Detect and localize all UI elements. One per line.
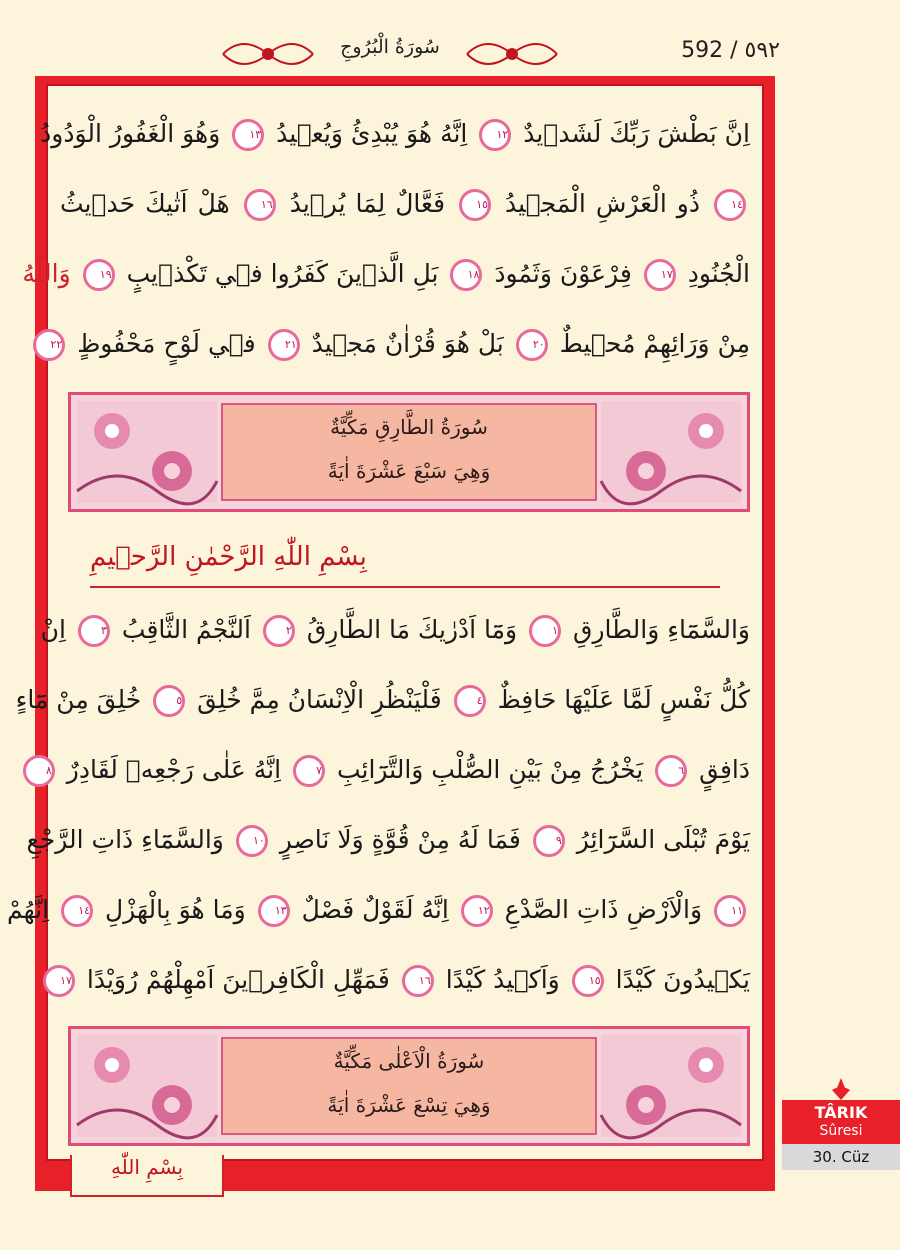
floral-ornament-icon <box>77 1035 217 1137</box>
verse-marker: ٨ <box>23 755 55 787</box>
right-ornament-icon <box>462 34 562 74</box>
verse-marker: ٦ <box>655 755 687 787</box>
verse-line-4 <box>50 318 750 370</box>
floral-ornament-icon <box>601 401 741 503</box>
verse-marker: ٥ <box>153 685 185 717</box>
verse-text: هَلْ اَتٰيكَ حَد۪يثُ <box>60 189 230 218</box>
verse-text: يَك۪يدُونَ كَيْدًا <box>615 965 750 994</box>
sura-side-tab <box>782 1100 900 1170</box>
verse-marker: ١٤ <box>714 189 746 221</box>
basmala: بِسْمِ اللّٰهِ الرَّحْمٰنِ الرَّح۪يمِ <box>90 532 720 588</box>
verse-marker: ١٩ <box>83 259 115 291</box>
verse-text: وَاَك۪يدُ كَيْدًا <box>445 965 560 994</box>
sura-title-panel <box>221 1037 597 1135</box>
verse-marker: ١٨ <box>450 259 482 291</box>
verse-marker: ١٦ <box>244 189 276 221</box>
verse-line-7 <box>45 744 750 796</box>
verse-marker: ٧ <box>293 755 325 787</box>
left-ornament-icon <box>218 34 318 74</box>
verse-text: وَمَا هُوَ بِالْهَزْلِ <box>105 895 246 924</box>
verse-line-8 <box>26 814 750 866</box>
verse-marker: ٤ <box>454 685 486 717</box>
verse-text: وَالْاَرْضِ ذَاتِ الصَّدْعِ <box>504 895 703 924</box>
verse-text: مِنْ وَرَائِهِمْ مُح۪يطٌ <box>559 329 750 358</box>
verse-marker: ١٤ <box>61 895 93 927</box>
sura-verse-count: وَهِيَ سَبْعَ عَشْرَةَ اٰيَةً <box>327 459 491 483</box>
verse-line-10 <box>60 954 750 1006</box>
sura-title: سُورَةُ الْاَعْلٰى مَكِّيَّةٌ <box>333 1049 485 1073</box>
verse-marker: ١٣ <box>258 895 290 927</box>
verse-line-2 <box>60 178 750 230</box>
tab-sura-name: TÂRIK <box>814 1103 868 1122</box>
verse-text: اِنَّهُ لَقَوْلٌ فَصْلٌ <box>301 895 449 924</box>
verse-text: وَهُوَ الْغَفُورُ الْوَدُودُ <box>40 119 221 148</box>
tab-sura-label <box>782 1100 900 1144</box>
sura-title-box-ala <box>68 1026 750 1146</box>
verse-text: وَالسَّمَٓاءِ وَالطَّارِقِ <box>573 615 750 644</box>
verse-marker: ١١ <box>714 895 746 927</box>
verse-text: فَعَّالٌ لِمَا يُر۪يدُ <box>289 189 446 218</box>
verse-text: ف۪ي لَوْحٍ مَحْفُوظٍ <box>77 329 256 358</box>
sura-title-panel <box>221 403 597 501</box>
sura-name-header: سُورَةُ الْبُرُوجِ <box>340 36 440 58</box>
verse-marker: ١٢ <box>479 119 511 151</box>
verse-marker: ٢٠ <box>516 329 548 361</box>
sura-verse-count: وَهِيَ تِسْعَ عَشْرَةَ اٰيَةً <box>327 1093 491 1117</box>
sura-title-box-tariq <box>68 392 750 512</box>
verse-text: كُلُّ نَفْسٍ لَمَّا عَلَيْهَا حَافِظٌ <box>497 685 750 714</box>
verse-text: يَخْرُجُ مِنْ بَيْنِ الصُّلْبِ وَالتَّرَٓائِبِ <box>336 755 644 784</box>
fleur-icon <box>830 1078 852 1102</box>
verse-marker: ١٧ <box>43 965 75 997</box>
verse-marker: ٩ <box>533 825 565 857</box>
verse-line-1 <box>40 108 750 160</box>
verse-text: دَافِقٍ <box>699 755 750 784</box>
verse-marker: ٢١ <box>268 329 300 361</box>
verse-text: وَمَٓا اَدْرٰيكَ مَا الطَّارِقُ <box>306 615 518 644</box>
verse-text: اِنَّهُ هُوَ يُبْدِئُ وَيُع۪يدُ <box>276 119 468 148</box>
verse-text: ذُو الْعَرْشِ الْمَج۪يدُ <box>505 189 700 218</box>
verse-text: فَمَا لَهُ مِنْ قُوَّةٍ وَلَا نَاصِرٍ <box>279 825 521 854</box>
verse-text: بَلِ الَّذ۪ينَ كَفَرُوا ف۪ي تَكْذ۪يبٍ <box>126 259 439 288</box>
verse-line-5 <box>40 604 750 656</box>
sura-title: سُورَةُ الطَّارِقِ مَكِّيَّةٌ <box>330 415 488 439</box>
verse-marker: ١٥ <box>572 965 604 997</box>
verse-marker: ٢ <box>263 615 295 647</box>
verse-text: اَلنَّجْمُ الثَّاقِبُ <box>121 615 251 644</box>
verse-line-9 <box>7 884 750 936</box>
verse-line-3 <box>22 248 750 300</box>
verse-text: فِرْعَوْنَ وَثَمُودَ <box>494 259 632 288</box>
verse-text: فَمَهِّلِ الْكَافِر۪ينَ اَمْهِلْهُمْ رُوَيْدًا <box>86 965 390 994</box>
verse-text: فَلْيَنْظُرِ الْاِنْسَانُ مِمَّ خُلِقَ <box>197 685 442 714</box>
verse-text: يَوْمَ تُبْلَى السَّرَٓائِرُ <box>576 825 750 854</box>
basmala-next-sura: بِسْمِ اللّٰهِ <box>70 1155 224 1197</box>
verse-marker: ١٧ <box>644 259 676 291</box>
verse-marker: ١٢ <box>461 895 493 927</box>
verse-marker: ١٠ <box>236 825 268 857</box>
verse-marker: ٢٢ <box>33 329 65 361</box>
verse-text-allah: وَاللّٰهُ <box>22 259 71 288</box>
floral-ornament-icon <box>601 1035 741 1137</box>
verse-text: خُلِقَ مِنْ مَٓاءٍ <box>15 685 142 714</box>
verse-line-6 <box>15 674 750 726</box>
verse-marker: ٣ <box>78 615 110 647</box>
verse-marker: ١٥ <box>459 189 491 221</box>
verse-text: اِنَّهُمْ <box>7 895 50 924</box>
verse-marker: ١٣ <box>232 119 264 151</box>
verse-marker: ١٦ <box>402 965 434 997</box>
floral-ornament-icon <box>77 401 217 503</box>
verse-text: وَالسَّمَٓاءِ ذَاتِ الرَّجْعِ <box>26 825 224 854</box>
verse-text: بَلْ هُوَ قُرْاٰنٌ مَج۪يدٌ <box>311 329 504 358</box>
page-number: 592 / ٥٩٢ <box>681 38 780 63</box>
verse-text: اِنَّ بَطْشَ رَبِّكَ لَشَد۪يدٌ <box>523 119 750 148</box>
tab-sura-sub: Sûresi <box>819 1123 863 1139</box>
verse-marker: ١ <box>529 615 561 647</box>
page-header <box>0 30 900 80</box>
verse-text: اِنَّهُ عَلٰى رَجْعِه۪ لَقَادِرٌ <box>66 755 282 784</box>
verse-text: الْجُنُودِ <box>687 259 750 288</box>
tab-juz: 30. Cüz <box>782 1144 900 1170</box>
verse-text: اِنْ <box>40 615 66 644</box>
